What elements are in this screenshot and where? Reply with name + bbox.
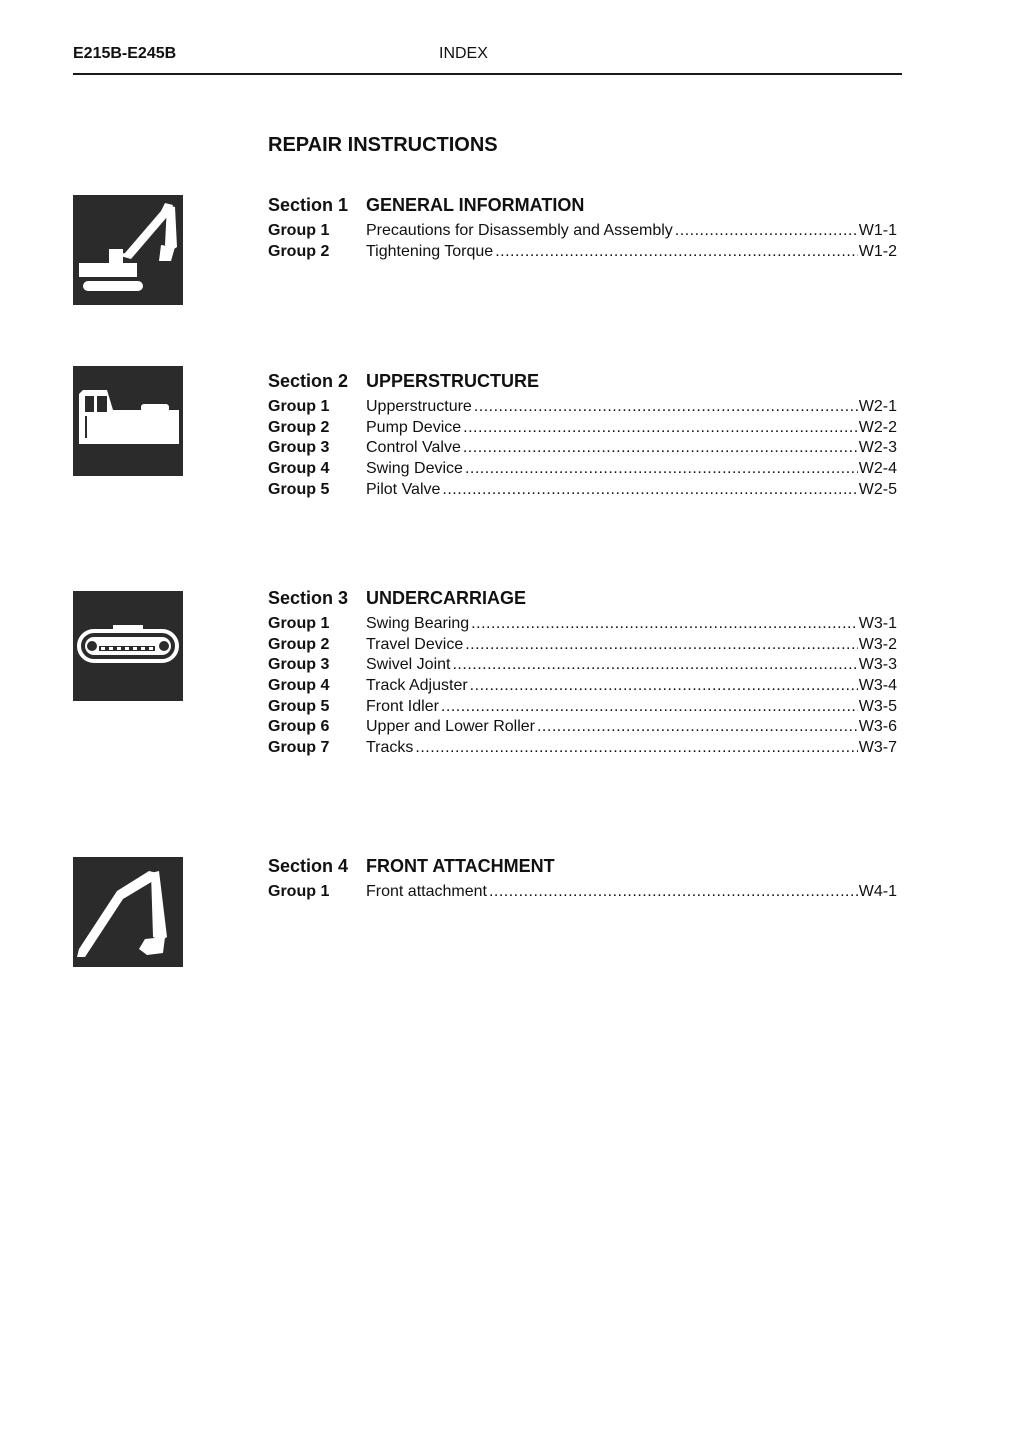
group-name: Pump Device [366,418,463,439]
group-number: Group 4 [268,460,330,478]
page-ref: W2-5 [858,480,897,498]
group-name: Upper and Lower Roller [366,717,537,738]
toc-row[interactable] [268,676,897,697]
group-name: Track Adjuster [366,676,470,697]
page-ref: W3-3 [858,656,897,674]
section-heading [268,195,897,217]
group-number: Group 6 [268,718,330,736]
toc-row[interactable] [268,221,897,242]
page-header [73,44,902,75]
group-number: Group 4 [268,677,330,695]
group-number: Group 5 [268,697,330,715]
toc-row[interactable] [268,882,897,903]
dot-leader [471,614,858,635]
page-ref: W3-7 [858,739,897,757]
page-ref: W3-1 [858,615,897,632]
group-number: Group 1 [268,222,330,239]
group-name: Precautions for Disassembly and Assembly [366,221,675,242]
toc-row[interactable] [268,459,897,480]
toc-row[interactable] [268,397,897,418]
toc-row[interactable] [268,242,897,263]
dot-leader [463,418,858,439]
dot-leader [489,882,858,903]
page-ref: W3-6 [858,718,897,736]
page-ref: W3-2 [858,635,897,653]
section-title: UPPERSTRUCTURE [366,371,540,391]
section-heading [268,371,897,393]
dot-leader [470,676,858,697]
toc-row[interactable] [268,614,897,635]
page-ref: W3-5 [858,697,897,715]
group-name: Swivel Joint [366,655,452,676]
group-name: Front attachment [366,882,489,903]
toc-row[interactable] [268,635,897,656]
section-number: Section 1 [268,195,349,215]
toc-row[interactable] [268,480,897,501]
page-ref: W2-3 [858,439,897,457]
section-title: FRONT ATTACHMENT [366,856,555,876]
toc-row[interactable] [268,738,897,759]
page-ref: W3-4 [858,677,897,695]
section-title: GENERAL INFORMATION [366,195,585,215]
toc-row[interactable] [268,717,897,738]
section-number: Section 4 [268,856,349,876]
group-number: Group 3 [268,656,330,674]
dot-leader [474,397,858,418]
dot-leader [463,438,858,459]
page-title: REPAIR INSTRUCTIONS [268,134,498,156]
section-title: UNDERCARRIAGE [366,588,527,608]
toc-row[interactable] [268,655,897,676]
group-number: Group 2 [268,635,330,653]
page-ref: W2-1 [858,398,897,415]
group-number: Group 2 [268,242,330,260]
excavator-icon [73,195,183,305]
dot-leader [465,459,858,480]
toc-row[interactable] [268,418,897,439]
group-name: Swing Device [366,459,465,480]
section-heading [268,588,897,610]
dot-leader [675,221,858,242]
group-number: Group 2 [268,418,330,436]
dot-leader [465,635,858,656]
toc-row[interactable] [268,697,897,718]
group-name: Tracks [366,738,415,759]
page-ref: W2-2 [858,418,897,436]
section-number: Section 2 [268,371,349,391]
group-name: Travel Device [366,635,465,656]
group-number: Group 3 [268,439,330,457]
group-name: Pilot Valve [366,480,442,501]
dot-leader [537,717,858,738]
dot-leader [442,480,857,501]
dot-leader [441,697,858,718]
group-name: Swing Bearing [366,614,471,635]
group-number: Group 1 [268,615,330,632]
dot-leader [452,655,857,676]
group-name: Upperstructure [366,397,474,418]
page-ref: W1-2 [858,242,897,260]
group-number: Group 1 [268,398,330,415]
page-ref: W4-1 [858,883,897,900]
dot-leader [495,242,858,263]
section-heading [268,856,897,878]
undercarriage-icon [73,591,183,701]
page-ref: W1-1 [858,222,897,239]
front-attachment-icon [73,857,183,967]
upperstructure-icon [73,366,183,476]
page-ref: W2-4 [858,460,897,478]
group-number: Group 1 [268,883,330,900]
index-label: INDEX [439,45,488,62]
group-name: Front Idler [366,697,441,718]
section-number: Section 3 [268,588,349,608]
group-number: Group 7 [268,739,330,757]
model-label: E215B-E245B [73,45,177,62]
toc-row[interactable] [268,438,897,459]
group-number: Group 5 [268,480,330,498]
dot-leader [415,738,857,759]
group-name: Control Valve [366,438,463,459]
group-name: Tightening Torque [366,242,495,263]
